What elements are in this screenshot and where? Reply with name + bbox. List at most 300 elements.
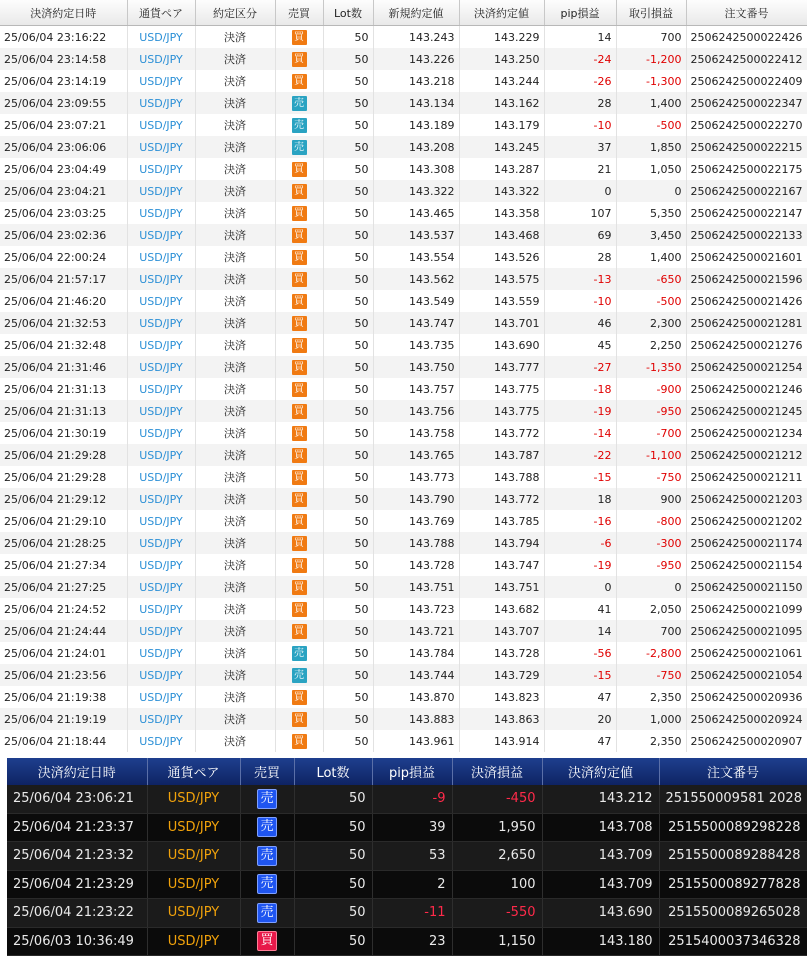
sell-badge: 売 xyxy=(292,96,307,111)
table-row[interactable] xyxy=(0,114,807,136)
lot-cell: 50 xyxy=(323,202,373,224)
table-row[interactable] xyxy=(7,927,807,956)
table-row[interactable] xyxy=(0,158,807,180)
lot-cell: 50 xyxy=(294,899,372,928)
pl-cell: 5,350 xyxy=(616,202,686,224)
side-cell xyxy=(240,813,294,842)
datetime-cell: 25/06/03 10:36:49 xyxy=(7,927,147,956)
close-price-cell: 143.229 xyxy=(459,26,544,49)
close-price-cell: 143.245 xyxy=(459,136,544,158)
pl-cell: -750 xyxy=(616,466,686,488)
pair-cell: USD/JPY xyxy=(127,312,195,334)
buy-badge: 買 xyxy=(292,272,307,287)
lot-cell: 50 xyxy=(323,664,373,686)
column-header[interactable]: 取引損益 xyxy=(616,0,686,26)
buy-badge: 買 xyxy=(292,30,307,45)
order-number-cell: 2506242500021246 xyxy=(686,378,807,400)
pip-pl-cell: -27 xyxy=(544,356,616,378)
table-row[interactable] xyxy=(0,334,807,356)
table-row[interactable] xyxy=(0,598,807,620)
pip-pl-cell: 0 xyxy=(544,180,616,202)
type-cell: 決済 xyxy=(195,356,275,378)
dark-table xyxy=(7,758,807,956)
column-header[interactable]: 決済約定日時 xyxy=(0,0,127,26)
pip-pl-cell: -56 xyxy=(544,642,616,664)
side-cell xyxy=(240,785,294,813)
open-price-cell: 143.883 xyxy=(373,708,459,730)
column-header[interactable]: 注文番号 xyxy=(686,0,807,26)
side-cell xyxy=(275,48,323,70)
table-row[interactable] xyxy=(0,488,807,510)
table-row[interactable] xyxy=(0,92,807,114)
pair-cell: USD/JPY xyxy=(127,290,195,312)
side-cell xyxy=(240,870,294,899)
open-price-cell: 143.784 xyxy=(373,642,459,664)
datetime-cell: 25/06/04 21:24:01 xyxy=(0,642,127,664)
table-row[interactable] xyxy=(7,870,807,899)
datetime-cell: 25/06/04 21:24:52 xyxy=(0,598,127,620)
close-price-cell: 143.785 xyxy=(459,510,544,532)
table-row[interactable] xyxy=(0,708,807,730)
lot-cell: 50 xyxy=(323,268,373,290)
pip-pl-cell: -16 xyxy=(544,510,616,532)
table-row[interactable] xyxy=(0,642,807,664)
datetime-cell: 25/06/04 21:32:48 xyxy=(0,334,127,356)
column-header[interactable]: pip損益 xyxy=(372,758,452,785)
open-price-cell: 143.723 xyxy=(373,598,459,620)
pip-pl-cell: -15 xyxy=(544,664,616,686)
lot-cell: 50 xyxy=(323,554,373,576)
side-cell xyxy=(275,334,323,356)
side-cell xyxy=(275,158,323,180)
close-price-cell: 143.575 xyxy=(459,268,544,290)
order-number-cell: 2506242500021212 xyxy=(686,444,807,466)
side-cell xyxy=(275,422,323,444)
type-cell: 決済 xyxy=(195,202,275,224)
close-price-cell: 143.690 xyxy=(542,899,659,928)
side-cell xyxy=(275,488,323,510)
pl-cell: 2,350 xyxy=(616,686,686,708)
lot-cell: 50 xyxy=(323,730,373,752)
datetime-cell: 25/06/04 21:29:10 xyxy=(0,510,127,532)
side-cell xyxy=(275,444,323,466)
table-row[interactable] xyxy=(0,532,807,554)
pair-cell: USD/JPY xyxy=(127,92,195,114)
pair-cell: USD/JPY xyxy=(147,813,240,842)
table-row[interactable] xyxy=(0,224,807,246)
lot-cell: 50 xyxy=(323,532,373,554)
pl-cell: -1,300 xyxy=(616,70,686,92)
order-number-cell: 2506242500022167 xyxy=(686,180,807,202)
pip-pl-cell: 2 xyxy=(372,870,452,899)
pair-cell: USD/JPY xyxy=(127,488,195,510)
order-number-cell: 2515500089277828 xyxy=(659,870,807,899)
type-cell: 決済 xyxy=(195,466,275,488)
buy-badge: 買 xyxy=(292,184,307,199)
side-cell xyxy=(275,664,323,686)
buy-badge: 買 xyxy=(292,250,307,265)
order-number-cell: 2506242500021061 xyxy=(686,642,807,664)
pair-cell: USD/JPY xyxy=(127,598,195,620)
order-number-cell: 2506242500020924 xyxy=(686,708,807,730)
datetime-cell: 25/06/04 21:19:19 xyxy=(0,708,127,730)
side-cell xyxy=(275,576,323,598)
pl-cell: -700 xyxy=(616,422,686,444)
column-header[interactable]: 売買 xyxy=(275,0,323,26)
open-price-cell: 143.728 xyxy=(373,554,459,576)
lot-cell: 50 xyxy=(323,290,373,312)
side-cell xyxy=(275,466,323,488)
buy-badge: 買 xyxy=(292,602,307,617)
column-header[interactable]: Lot数 xyxy=(323,0,373,26)
datetime-cell: 25/06/04 21:28:25 xyxy=(0,532,127,554)
pip-pl-cell: 0 xyxy=(544,576,616,598)
type-cell: 決済 xyxy=(195,488,275,510)
open-price-cell: 143.243 xyxy=(373,26,459,49)
pair-cell: USD/JPY xyxy=(127,664,195,686)
lot-cell: 50 xyxy=(294,927,372,956)
buy-badge: 買 xyxy=(292,228,307,243)
close-price-cell: 143.709 xyxy=(542,870,659,899)
column-header[interactable]: pip損益 xyxy=(544,0,616,26)
side-cell xyxy=(275,26,323,49)
open-price-cell: 143.721 xyxy=(373,620,459,642)
pl-cell: 1,850 xyxy=(616,136,686,158)
buy-badge: 買 xyxy=(292,294,307,309)
table-row[interactable] xyxy=(7,813,807,842)
close-price-cell: 143.729 xyxy=(459,664,544,686)
order-number-cell: 2515500089288428 xyxy=(659,842,807,871)
buy-badge: 買 xyxy=(292,382,307,397)
close-price-cell: 143.863 xyxy=(459,708,544,730)
pl-cell: -500 xyxy=(616,290,686,312)
open-price-cell: 143.870 xyxy=(373,686,459,708)
datetime-cell: 25/06/04 21:29:12 xyxy=(0,488,127,510)
pair-cell: USD/JPY xyxy=(127,48,195,70)
side-cell xyxy=(275,136,323,158)
lot-cell: 50 xyxy=(323,400,373,422)
open-price-cell: 143.549 xyxy=(373,290,459,312)
pl-cell: -650 xyxy=(616,268,686,290)
pair-cell: USD/JPY xyxy=(147,785,240,813)
side-cell xyxy=(275,730,323,752)
datetime-cell: 25/06/04 21:31:13 xyxy=(0,378,127,400)
table-row[interactable] xyxy=(0,422,807,444)
open-price-cell: 143.757 xyxy=(373,378,459,400)
table-row[interactable] xyxy=(0,268,807,290)
lot-cell: 50 xyxy=(323,510,373,532)
column-header[interactable]: 約定区分 xyxy=(195,0,275,26)
type-cell: 決済 xyxy=(195,532,275,554)
table-row[interactable] xyxy=(0,554,807,576)
buy-badge: 買 xyxy=(292,470,307,485)
pip-pl-cell: -10 xyxy=(544,290,616,312)
table-row[interactable] xyxy=(0,400,807,422)
pair-cell: USD/JPY xyxy=(127,444,195,466)
sell-badge: 売 xyxy=(292,668,307,683)
table-row[interactable] xyxy=(7,785,807,813)
table-row[interactable] xyxy=(0,466,807,488)
pair-cell: USD/JPY xyxy=(127,70,195,92)
pip-pl-cell: -22 xyxy=(544,444,616,466)
datetime-cell: 25/06/04 21:29:28 xyxy=(0,444,127,466)
pair-cell: USD/JPY xyxy=(127,246,195,268)
type-cell: 決済 xyxy=(195,158,275,180)
column-header[interactable]: Lot数 xyxy=(294,758,372,785)
table-row[interactable] xyxy=(0,620,807,642)
type-cell: 決済 xyxy=(195,312,275,334)
pair-cell: USD/JPY xyxy=(127,114,195,136)
lot-cell: 50 xyxy=(323,114,373,136)
pair-cell: USD/JPY xyxy=(127,554,195,576)
open-price-cell: 143.751 xyxy=(373,576,459,598)
order-number-cell: 2506242500021601 xyxy=(686,246,807,268)
pl-cell: 2,050 xyxy=(616,598,686,620)
lot-cell: 50 xyxy=(323,708,373,730)
type-cell: 決済 xyxy=(195,664,275,686)
pip-pl-cell: -19 xyxy=(544,554,616,576)
lot-cell: 50 xyxy=(294,813,372,842)
lot-cell: 50 xyxy=(294,785,372,813)
table-row[interactable] xyxy=(0,202,807,224)
pair-cell: USD/JPY xyxy=(127,378,195,400)
close-price-cell: 143.708 xyxy=(542,813,659,842)
side-cell xyxy=(275,356,323,378)
order-number-cell: 2506242500021211 xyxy=(686,466,807,488)
close-price-cell: 143.244 xyxy=(459,70,544,92)
column-header[interactable]: 決済約定値 xyxy=(459,0,544,26)
close-price-cell: 143.179 xyxy=(459,114,544,136)
close-price-cell: 143.162 xyxy=(459,92,544,114)
column-header[interactable]: 決済約定日時 xyxy=(7,758,147,785)
close-price-cell: 143.747 xyxy=(459,554,544,576)
pip-pl-cell: -9 xyxy=(372,785,452,813)
pip-pl-cell: 20 xyxy=(544,708,616,730)
side-cell xyxy=(275,114,323,136)
lot-cell: 50 xyxy=(323,246,373,268)
pl-cell: 0 xyxy=(616,180,686,202)
lot-cell: 50 xyxy=(323,620,373,642)
table-row[interactable] xyxy=(0,356,807,378)
pip-pl-cell: -18 xyxy=(544,378,616,400)
table-row[interactable] xyxy=(0,510,807,532)
open-price-cell: 143.465 xyxy=(373,202,459,224)
side-cell xyxy=(275,554,323,576)
lot-cell: 50 xyxy=(323,26,373,49)
pair-cell: USD/JPY xyxy=(147,842,240,871)
table-row[interactable] xyxy=(0,444,807,466)
lot-cell: 50 xyxy=(323,136,373,158)
column-header[interactable]: 決済損益 xyxy=(452,758,542,785)
pair-cell: USD/JPY xyxy=(127,158,195,180)
buy-badge: 買 xyxy=(292,712,307,727)
buy-badge: 買 xyxy=(292,624,307,639)
pip-pl-cell: -24 xyxy=(544,48,616,70)
table-row[interactable] xyxy=(0,70,807,92)
pair-cell: USD/JPY xyxy=(147,870,240,899)
pair-cell: USD/JPY xyxy=(127,334,195,356)
pl-cell: 1,400 xyxy=(616,246,686,268)
close-price-cell: 143.787 xyxy=(459,444,544,466)
pl-cell: -550 xyxy=(452,899,542,928)
datetime-cell: 25/06/04 21:18:44 xyxy=(0,730,127,752)
datetime-cell: 25/06/04 21:46:20 xyxy=(0,290,127,312)
pl-cell: -300 xyxy=(616,532,686,554)
buy-badge: 買 xyxy=(292,404,307,419)
side-cell xyxy=(275,246,323,268)
dark-table-header-row xyxy=(7,758,807,785)
open-price-cell: 143.788 xyxy=(373,532,459,554)
table-row[interactable] xyxy=(0,26,807,49)
table-row[interactable] xyxy=(0,686,807,708)
buy-badge: 買 xyxy=(257,931,277,951)
type-cell: 決済 xyxy=(195,268,275,290)
table-row[interactable] xyxy=(0,246,807,268)
pair-cell: USD/JPY xyxy=(127,708,195,730)
pip-pl-cell: 53 xyxy=(372,842,452,871)
lot-cell: 50 xyxy=(323,378,373,400)
pair-cell: USD/JPY xyxy=(127,730,195,752)
pair-cell: USD/JPY xyxy=(127,642,195,664)
pl-cell: -2,800 xyxy=(616,642,686,664)
datetime-cell: 25/06/04 21:30:19 xyxy=(0,422,127,444)
open-price-cell: 143.758 xyxy=(373,422,459,444)
datetime-cell: 25/06/04 23:09:55 xyxy=(0,92,127,114)
table-row[interactable] xyxy=(0,664,807,686)
type-cell: 決済 xyxy=(195,730,275,752)
type-cell: 決済 xyxy=(195,554,275,576)
lot-cell: 50 xyxy=(323,642,373,664)
pair-cell: USD/JPY xyxy=(127,356,195,378)
buy-badge: 買 xyxy=(292,74,307,89)
pip-pl-cell: 69 xyxy=(544,224,616,246)
close-price-cell: 143.180 xyxy=(542,927,659,956)
datetime-cell: 25/06/04 21:23:29 xyxy=(7,870,147,899)
open-price-cell: 143.773 xyxy=(373,466,459,488)
column-header[interactable]: 通貨ペア xyxy=(127,0,195,26)
close-price-cell: 143.775 xyxy=(459,378,544,400)
close-price-cell: 143.788 xyxy=(459,466,544,488)
open-price-cell: 143.537 xyxy=(373,224,459,246)
pip-pl-cell: 47 xyxy=(544,686,616,708)
column-header[interactable]: 売買 xyxy=(240,758,294,785)
table-row[interactable] xyxy=(0,136,807,158)
close-price-cell: 143.775 xyxy=(459,400,544,422)
side-cell xyxy=(275,378,323,400)
type-cell: 決済 xyxy=(195,378,275,400)
pip-pl-cell: 18 xyxy=(544,488,616,510)
open-price-cell: 143.765 xyxy=(373,444,459,466)
pair-cell: USD/JPY xyxy=(127,510,195,532)
datetime-cell: 25/06/04 21:31:46 xyxy=(0,356,127,378)
type-cell: 決済 xyxy=(195,136,275,158)
datetime-cell: 25/06/04 22:00:24 xyxy=(0,246,127,268)
pair-cell: USD/JPY xyxy=(127,422,195,444)
table-row[interactable] xyxy=(0,378,807,400)
pip-pl-cell: 14 xyxy=(544,26,616,49)
open-price-cell: 143.790 xyxy=(373,488,459,510)
sell-badge: 売 xyxy=(292,646,307,661)
table-row[interactable] xyxy=(0,730,807,752)
pip-pl-cell: -10 xyxy=(544,114,616,136)
datetime-cell: 25/06/04 23:14:58 xyxy=(0,48,127,70)
pl-cell: 1,400 xyxy=(616,92,686,114)
open-price-cell: 143.735 xyxy=(373,334,459,356)
side-cell xyxy=(275,642,323,664)
open-price-cell: 143.562 xyxy=(373,268,459,290)
pair-cell: USD/JPY xyxy=(127,202,195,224)
table-row[interactable] xyxy=(0,180,807,202)
column-header[interactable]: 注文番号 xyxy=(659,758,807,785)
type-cell: 決済 xyxy=(195,48,275,70)
table-row[interactable] xyxy=(0,290,807,312)
datetime-cell: 25/06/04 23:04:49 xyxy=(0,158,127,180)
close-price-cell: 143.794 xyxy=(459,532,544,554)
order-number-cell: 2506242500021596 xyxy=(686,268,807,290)
open-price-cell: 143.218 xyxy=(373,70,459,92)
buy-badge: 買 xyxy=(292,162,307,177)
pip-pl-cell: -14 xyxy=(544,422,616,444)
pl-cell: -1,350 xyxy=(616,356,686,378)
close-price-cell: 143.468 xyxy=(459,224,544,246)
sell-badge: 売 xyxy=(257,817,277,837)
side-cell xyxy=(275,268,323,290)
lot-cell: 50 xyxy=(294,870,372,899)
table-row[interactable] xyxy=(0,312,807,334)
open-price-cell: 143.189 xyxy=(373,114,459,136)
lot-cell: 50 xyxy=(323,334,373,356)
type-cell: 決済 xyxy=(195,70,275,92)
open-price-cell: 143.747 xyxy=(373,312,459,334)
pair-cell: USD/JPY xyxy=(127,26,195,49)
type-cell: 決済 xyxy=(195,224,275,246)
lot-cell: 50 xyxy=(323,224,373,246)
open-price-cell: 143.208 xyxy=(373,136,459,158)
close-price-cell: 143.709 xyxy=(542,842,659,871)
lot-cell: 50 xyxy=(323,92,373,114)
order-number-cell: 251550009581 2028 xyxy=(659,785,807,813)
side-cell xyxy=(275,510,323,532)
trade-history-table-dark xyxy=(7,758,807,955)
type-cell: 決済 xyxy=(195,246,275,268)
table-row[interactable] xyxy=(0,48,807,70)
pip-pl-cell: 28 xyxy=(544,92,616,114)
open-price-cell: 143.750 xyxy=(373,356,459,378)
lot-cell: 50 xyxy=(323,158,373,180)
pip-pl-cell: -26 xyxy=(544,70,616,92)
order-number-cell: 2506242500020907 xyxy=(686,730,807,752)
table-row[interactable] xyxy=(7,899,807,928)
column-header[interactable]: 決済約定値 xyxy=(542,758,659,785)
buy-badge: 買 xyxy=(292,558,307,573)
pair-cell: USD/JPY xyxy=(127,224,195,246)
pl-cell: -450 xyxy=(452,785,542,813)
side-cell xyxy=(240,927,294,956)
pl-cell: 1,950 xyxy=(452,813,542,842)
pair-cell: USD/JPY xyxy=(127,136,195,158)
table-row[interactable] xyxy=(7,842,807,871)
type-cell: 決済 xyxy=(195,444,275,466)
buy-badge: 買 xyxy=(292,580,307,595)
column-header[interactable]: 通貨ペア xyxy=(147,758,240,785)
open-price-cell: 143.134 xyxy=(373,92,459,114)
order-number-cell: 2515400037346328 xyxy=(659,927,807,956)
table-row[interactable] xyxy=(0,576,807,598)
pip-pl-cell: 37 xyxy=(544,136,616,158)
datetime-cell: 25/06/04 21:27:25 xyxy=(0,576,127,598)
pip-pl-cell: 107 xyxy=(544,202,616,224)
column-header[interactable]: 新規約定値 xyxy=(373,0,459,26)
